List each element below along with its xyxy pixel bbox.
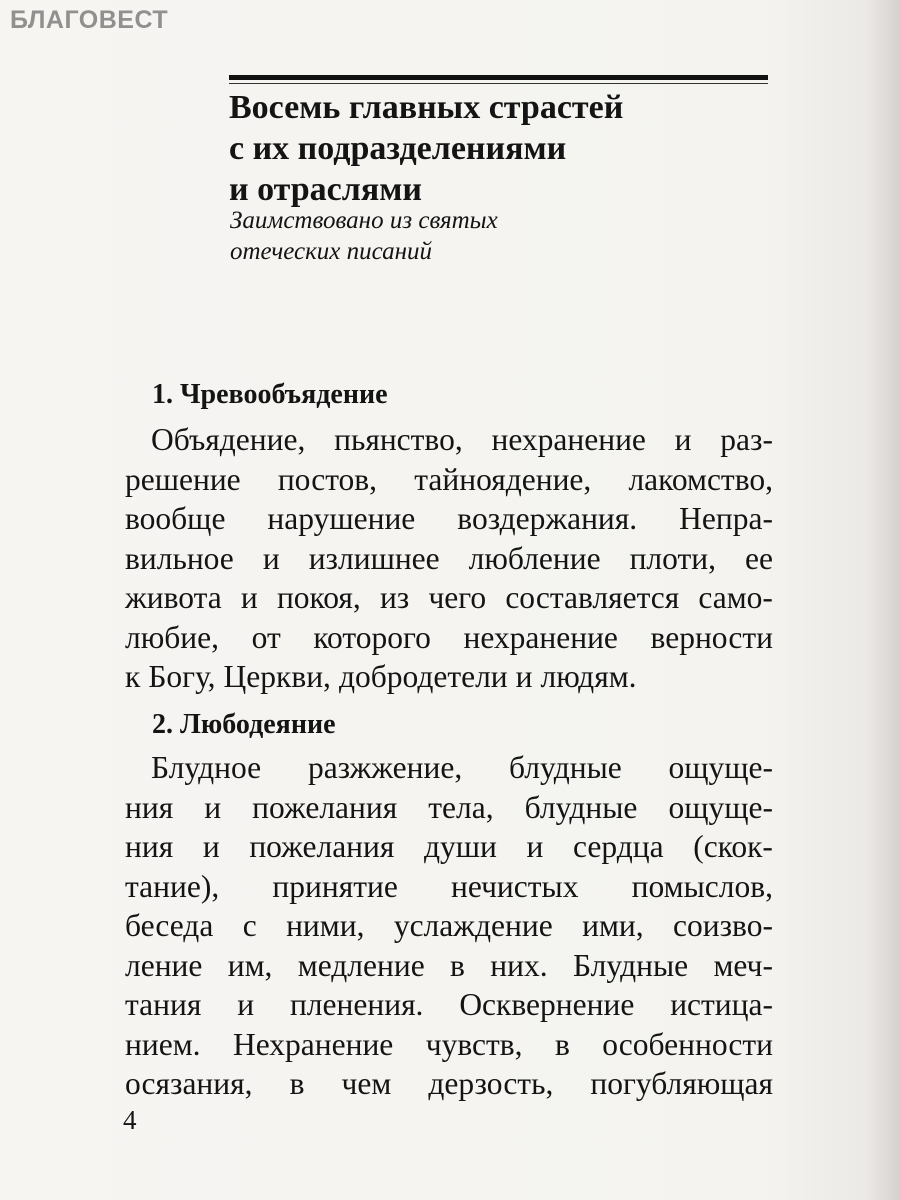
section-body-gluttony xyxy=(125,420,773,697)
text-line xyxy=(125,827,773,867)
word: в xyxy=(289,1066,305,1101)
word: вильное xyxy=(125,540,234,576)
word: и xyxy=(237,987,255,1022)
text-line xyxy=(125,867,773,907)
word: нехранение xyxy=(463,619,618,655)
word: ними, xyxy=(286,908,365,943)
word: Блудное xyxy=(151,750,262,785)
word: и xyxy=(240,580,258,615)
title-line: Восемь главных страстей xyxy=(229,89,624,126)
word: блудные xyxy=(508,750,622,785)
title-line: и отраслями xyxy=(229,171,422,208)
word: ее xyxy=(745,540,773,576)
subtitle-line: отеческих писаний xyxy=(230,238,433,265)
word: разжжение, xyxy=(307,750,463,785)
word: которого xyxy=(313,619,431,655)
word: и xyxy=(526,829,544,864)
word: ими, xyxy=(582,908,644,943)
word: от xyxy=(251,619,281,655)
section-heading-gluttony: 1. Чревообъядение xyxy=(152,379,388,410)
text-line xyxy=(125,1064,773,1104)
word: нарушение xyxy=(267,501,416,536)
word: пьянство, xyxy=(334,422,463,457)
section-heading-fornication: 2. Любодеяние xyxy=(152,709,336,740)
subtitle-line: Заимствовано из святых xyxy=(230,207,498,234)
word: из xyxy=(379,580,410,615)
title-line: с их подразделениями xyxy=(229,130,567,167)
word: осязания, xyxy=(125,1066,253,1101)
word: пожелания xyxy=(249,829,395,864)
word: сердца xyxy=(573,829,664,864)
word: живота xyxy=(125,580,222,615)
text-line xyxy=(125,499,773,539)
word: Блудные xyxy=(572,947,689,983)
word: (скок- xyxy=(693,829,773,864)
word: лакомство, xyxy=(628,461,773,497)
word: чего xyxy=(428,580,487,615)
word: истица- xyxy=(670,987,773,1022)
word: души xyxy=(424,829,497,864)
header-rule-thin xyxy=(229,83,768,84)
word: медление xyxy=(297,947,425,983)
word: составляется xyxy=(505,580,680,615)
word: них. xyxy=(490,947,548,983)
word: чем xyxy=(341,1066,392,1101)
word: тайноядение, xyxy=(414,461,592,497)
word: пожелания xyxy=(252,789,398,825)
page-number: 4 xyxy=(123,1105,137,1135)
text-line xyxy=(125,1025,773,1065)
text-line xyxy=(125,657,773,697)
word: беседа xyxy=(125,908,214,943)
word: покоя, xyxy=(276,580,361,615)
word: постов, xyxy=(277,461,378,497)
chapter-title xyxy=(229,87,769,210)
watermark-logo: БЛАГОВЕСТ xyxy=(10,6,169,34)
word: особенности xyxy=(602,1026,773,1062)
text-line xyxy=(125,460,773,500)
word: меч- xyxy=(713,947,773,983)
word: услаждение xyxy=(393,908,553,943)
text-line xyxy=(125,748,773,788)
word: пленения. xyxy=(289,987,424,1022)
word: раз- xyxy=(720,422,773,457)
word: им, xyxy=(227,947,273,983)
word: тела, xyxy=(428,789,494,825)
word: ния xyxy=(125,829,174,864)
word: ощуще- xyxy=(668,750,773,785)
word: нехранение xyxy=(491,422,646,457)
word: блудные xyxy=(524,789,638,825)
text-line xyxy=(125,420,773,460)
word: к xyxy=(125,659,141,694)
word: нием. xyxy=(125,1026,201,1062)
word: ощуще- xyxy=(668,789,773,825)
word: решение xyxy=(125,461,241,497)
word: любление xyxy=(468,540,601,576)
word: принятие xyxy=(272,868,398,904)
word: в xyxy=(554,1026,570,1062)
word: и xyxy=(202,829,220,864)
text-line xyxy=(125,946,773,986)
word: само- xyxy=(698,580,773,615)
word: нечистых xyxy=(451,868,579,904)
word: ния xyxy=(125,789,174,825)
word: чувств, xyxy=(425,1026,523,1062)
word: Богу, xyxy=(148,659,216,694)
word: в xyxy=(450,947,465,983)
word: вообще xyxy=(125,501,226,536)
word: и xyxy=(204,789,222,825)
word: тание), xyxy=(125,868,220,904)
chapter-subtitle xyxy=(230,205,770,267)
word: любие, xyxy=(125,619,219,655)
section-body-fornication xyxy=(125,748,773,1104)
word: Церкви, xyxy=(223,659,331,694)
word: дерзость, xyxy=(428,1066,554,1101)
text-line xyxy=(125,906,773,946)
word: ление xyxy=(125,947,203,983)
word: воздержания. xyxy=(457,501,638,536)
text-line xyxy=(125,618,773,658)
word: людям. xyxy=(540,659,637,694)
word: добродетели xyxy=(338,659,508,694)
word: излишнее xyxy=(308,540,440,576)
page-edge-shadow xyxy=(866,0,900,1200)
word: и xyxy=(262,540,280,576)
word: плоти, xyxy=(629,540,716,576)
word: Нехранение xyxy=(232,1026,394,1062)
word: и xyxy=(674,422,692,457)
text-line xyxy=(125,985,773,1025)
word: Осквернение xyxy=(459,987,635,1022)
text-line xyxy=(125,788,773,828)
header-rule xyxy=(229,75,768,80)
word: Непра- xyxy=(679,501,773,536)
text-line xyxy=(125,578,773,618)
word: соизво- xyxy=(673,908,773,943)
word: с xyxy=(242,908,257,943)
word: верности xyxy=(650,619,773,655)
word: и xyxy=(515,659,533,694)
word: Объядение, xyxy=(151,422,306,457)
word: тания xyxy=(125,987,202,1022)
word: помыслов, xyxy=(631,868,773,904)
word: погубляющая xyxy=(590,1066,773,1101)
text-line xyxy=(125,539,773,579)
